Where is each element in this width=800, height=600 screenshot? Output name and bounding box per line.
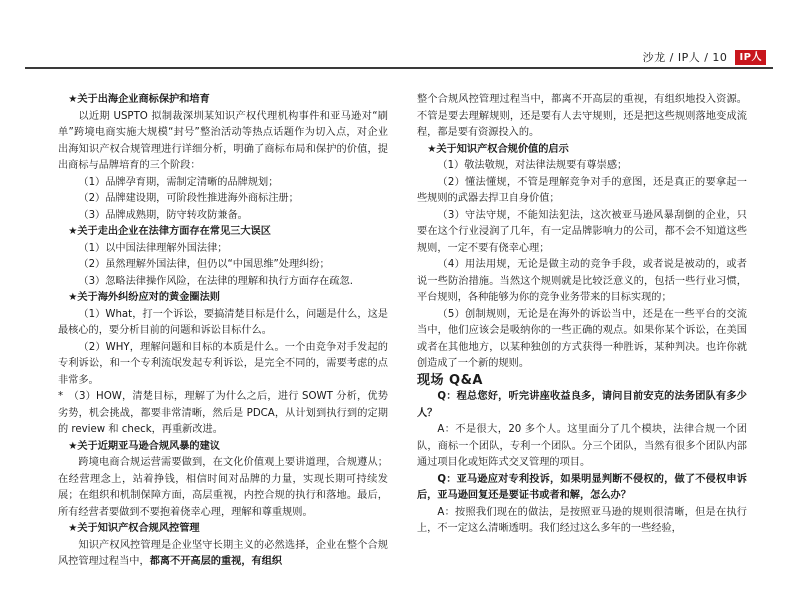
brand-badge: IP人: [735, 50, 766, 65]
body-paragraph: （1）敬法敬规，对法律法规要有尊崇感；: [437, 160, 628, 171]
body-paragraph: 以近期 USPTO 拟制裁深圳某知识产权代理机构事件和亚马逊对“刷单”跨境电商实施大规模“封号”整治活动等热点话题作为切入点，对企业出海知识产权合规管理进行详细分析，明确了商标布局和保护的价值，提出商标与品牌培育的三个阶段：: [58, 110, 388, 171]
running-head: [643, 49, 766, 65]
paragraph-text: 知识产权风控管理是企业坚守长期主义的必然选择，企业在整个合规风控管理过程当中，: [58, 539, 388, 567]
left-column: [58, 92, 388, 571]
body-paragraph: （1）What，打一个诉讼，要搞清楚目标是什么，问题是什么，这是最核心的，要分析目前的问题和诉讼目标什么。: [58, 308, 388, 336]
header-rule: [25, 67, 773, 69]
body-paragraph: （3）忽略法律操作风险，在法律的理解和执行方面存在疏忽.: [78, 275, 353, 287]
section-heading: ★关于出海企业商标保护和培育: [68, 94, 210, 105]
section-heading: ★关于海外纠纷应对的黄金圈法则: [68, 292, 220, 303]
body-paragraph: （3）品牌成熟期，防守转攻防兼备。: [78, 209, 248, 221]
body-paragraph: [58, 538, 388, 571]
body-paragraph: （3）守法守规，不能知法犯法，这次被亚马逊风暴刮倒的企业，只要在这个行业浸润了几年，有一定品牌影响力的公司，都不会不知道这些规则，一定不要有侥幸心理；: [417, 209, 747, 254]
body-paragraph: A：按照我们现在的做法，是按照亚马逊的规则很清晰，但是在执行上，不一定这么清晰透明。我们经过这么多年的一些经验，: [417, 506, 747, 534]
section-heading: ★关于近期亚马逊合规风暴的建议: [68, 440, 220, 452]
body-paragraph: （4）用法用规，无论是做主动的竞争手段，或者说是被动的，或者说一些防治措施。当然这个规则就是比较泛意义的，包括一些行业习惯，平台规则，各种能够为你的竞争业务带来的目标实现的；: [417, 259, 747, 303]
section-heading: ★关于知识产权合规价值的启示: [427, 143, 569, 155]
body-paragraph: （2）WHY，理解问题和目标的本质是什么。一个由竞争对手发起的专利诉讼，和一个专利流氓发起专利诉讼，是完全不同的，需要考虑的点非常多。: [58, 341, 388, 386]
body-paragraph: （2）懂法懂规，不管是理解竞争对手的意图，还是真正的要拿起一些规则的武器去捍卫自身价值；: [417, 176, 747, 204]
body-paragraph: 整个合规风控管理过程当中，都离不开高层的重视，有组织地投入资源。不管是要去理解规则，还是要有人去守规则，还是把这些规则落地变成流程，都是要有资源投入的。: [417, 94, 747, 138]
question-paragraph: Q：程总您好，听完讲座收益良多，请问目前安克的法务团队有多少人？: [417, 391, 747, 419]
body-paragraph: （2）虽然理解外国法律，但仍以“中国思维”处理纠纷；: [78, 259, 330, 270]
qa-section-title: 现场 Q&A: [417, 372, 483, 388]
section-heading: ★关于知识产权合规风控管理: [68, 523, 200, 534]
running-title: 沙龙 / IP人 / 10: [642, 51, 728, 64]
emphasis-text: 都离不开高层的重视，有组织: [149, 556, 283, 567]
body-paragraph: （5）创制规则，无论是在海外的诉讼当中，还是在一些平台的交流当中，他们应该会是吸纳你的一些正确的观点。如果你某个诉讼，在美国或者在其他地方，以某种独创的方式获得一种胜诉，某种判决。也许你就创造成了一个新的规则。: [417, 308, 747, 369]
body-paragraph: （2）品牌建设期，可阶段性推进海外商标注册；: [78, 193, 299, 204]
body-paragraph: * （3）HOW，清楚目标，理解了为什么之后，进行 SOWT 分析，优势劣势，机会挑战，都要非常清晰，然后是 PDCA，从计划到执行到的定期的 review 和 check，再重新改进。: [58, 391, 388, 435]
body-paragraph: A：不是很大，20 多个人。这里面分了几个模块，法律合规一个团队，商标一个团队，专利一个团队。分三个团队，当然有很多个团队内部通过项目化或矩阵式交叉管理的项目。: [417, 424, 747, 468]
body-paragraph: 跨境电商合规运营需要做到，在文化价值观上要讲道理，合规遵从；在经营理念上，站着挣钱，相信时间对品牌的力量，实现长期可持续发展；在组织和机制保障方面，高层重视，内控合规的执行和落地。最后，所有经营者要做到不要抱着侥幸心理，理解和尊重规则。: [58, 457, 388, 518]
section-heading: ★关于走出企业在法律方面存在常见三大误区: [68, 226, 271, 237]
body-paragraph: （1）以中国法律理解外国法律；: [78, 242, 228, 254]
body-paragraph: （1）品牌孕育期，需制定清晰的品牌规划；: [78, 176, 279, 188]
right-column: [417, 92, 747, 538]
question-paragraph: Q：亚马逊应对专利投诉，如果明显判断不侵权的，做了不侵权申诉后，亚马逊回复还是要证书或者和解，怎么办？: [417, 473, 747, 501]
